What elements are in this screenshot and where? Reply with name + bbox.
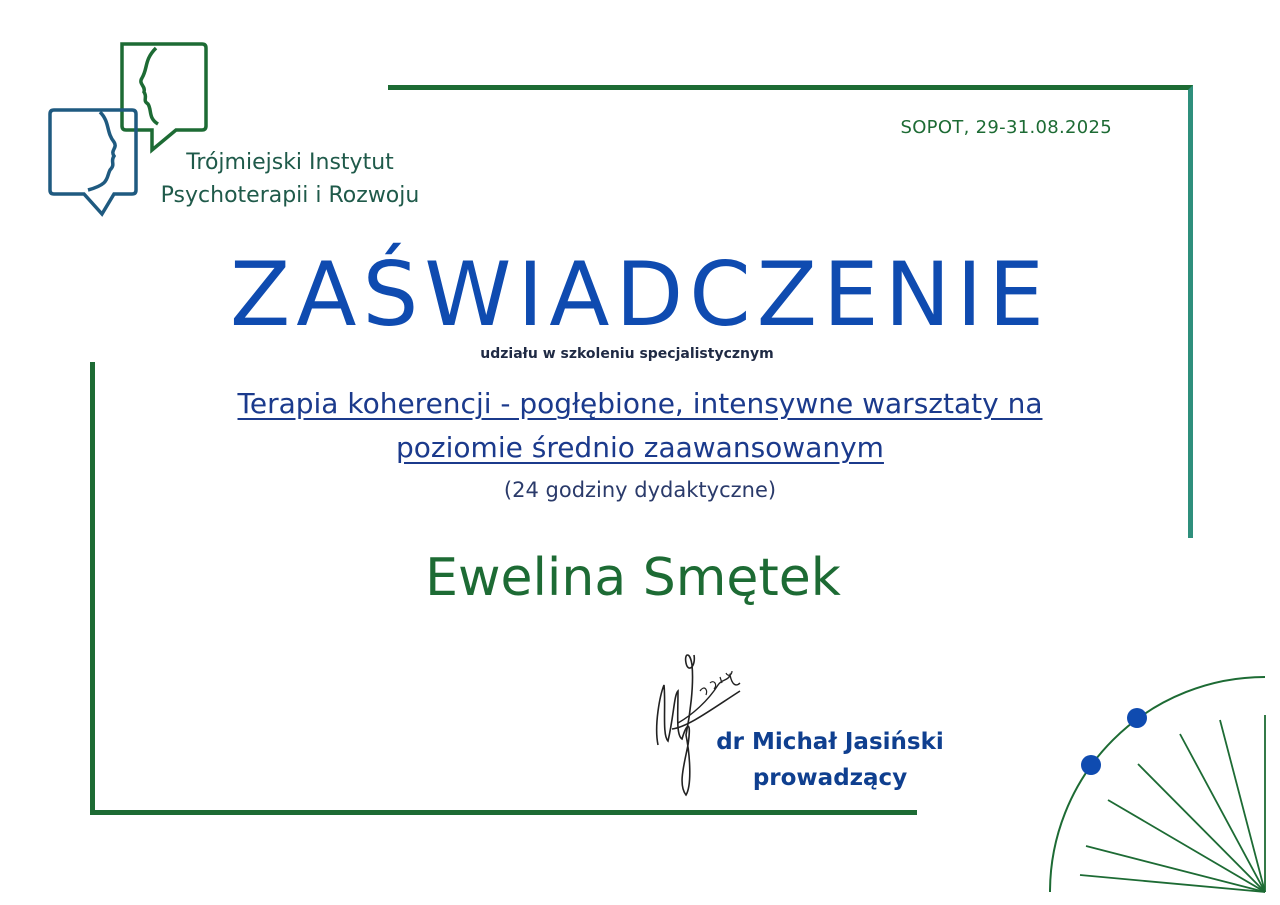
course-title-line1: Terapia koherencji - pogłębione, intensywne warsztaty na bbox=[237, 387, 1043, 420]
course-hours: (24 godziny dydaktyczne) bbox=[503, 478, 777, 502]
signer-role: prowadzący bbox=[752, 765, 908, 791]
decorative-dot bbox=[1127, 708, 1147, 728]
decorative-fan bbox=[1040, 670, 1280, 905]
signer-name: dr Michał Jasiński bbox=[716, 729, 944, 755]
signer-block bbox=[700, 724, 960, 796]
decorative-dot bbox=[1081, 755, 1101, 775]
organization-name-line2: Psychoterapii i Rozwoju bbox=[160, 183, 420, 208]
course-title-line2: poziomie średnio zaawansowanym bbox=[396, 431, 884, 464]
course-title bbox=[140, 382, 1140, 470]
recipient-name: Ewelina Smętek bbox=[425, 548, 841, 608]
organization-name-line1: Trójmiejski Instytut bbox=[186, 150, 394, 175]
certificate-subtitle: udziału w szkoleniu specjalistycznym bbox=[480, 346, 774, 362]
place-date: SOPOT, 29-31.08.2025 bbox=[900, 117, 1112, 138]
certificate-title: ZAŚWIADCZENIE bbox=[230, 243, 1050, 346]
organization-name bbox=[145, 146, 435, 212]
